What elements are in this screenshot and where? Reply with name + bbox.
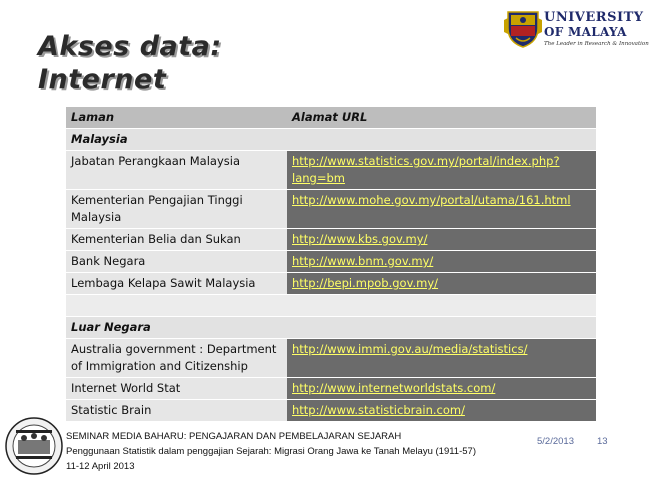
site-url-link[interactable]: http://www.immi.gov.au/media/statistics/ <box>292 342 528 356</box>
logo-line-1: UNIVERSITY <box>544 10 644 25</box>
table-row <box>66 339 596 378</box>
crest-icon <box>504 8 542 48</box>
section-row-foreign <box>66 317 596 339</box>
column-header-laman: Laman <box>66 107 287 129</box>
table-row <box>66 190 596 229</box>
university-logo <box>504 8 649 52</box>
table-row <box>66 151 596 190</box>
section-row-malaysia <box>66 129 596 151</box>
site-name: Lembaga Kelapa Sawit Malaysia <box>66 273 287 295</box>
site-url-link[interactable]: http://www.internetworldstats.com/ <box>292 381 496 395</box>
logo-line-2: OF MALAYA <box>544 25 627 39</box>
section-label-foreign: Luar Negara <box>66 317 596 339</box>
slide-date: 5/2/2013 <box>537 436 574 447</box>
site-name: Internet World Stat <box>66 378 287 400</box>
seminar-badge-icon <box>4 416 68 476</box>
blank-row <box>66 295 596 317</box>
site-name: Kementerian Belia dan Sukan <box>66 229 287 251</box>
page-number: 13 <box>597 436 608 447</box>
title-line-1: Akses data: <box>38 31 222 62</box>
site-url-link[interactable]: http://www.bnm.gov.my/ <box>292 254 434 268</box>
site-name: Australia government : Department of Immigration and Citizenship <box>66 339 287 378</box>
site-url-link[interactable]: http://www.mohe.gov.my/portal/utama/161.html <box>292 193 571 207</box>
site-url-link[interactable]: http://www.statisticbrain.com/ <box>292 403 465 417</box>
site-name: Statistic Brain <box>66 400 287 422</box>
table-row <box>66 229 596 251</box>
site-url-link[interactable]: http://www.statistics.gov.my/portal/index.php?lang=bm <box>292 154 560 185</box>
title-line-2: Internet <box>38 64 167 95</box>
logo-tagline: The Leader in Research & Innovation <box>544 41 649 47</box>
column-header-url: Alamat URL <box>287 107 596 129</box>
url-table <box>66 106 596 421</box>
site-url-link[interactable]: http://www.kbs.gov.my/ <box>292 232 428 246</box>
footer-date-range: 11-12 April 2013 <box>66 461 135 472</box>
site-url-link[interactable]: http://bepi.mpob.gov.my/ <box>292 276 439 290</box>
table-row <box>66 251 596 273</box>
slide-title <box>38 30 222 96</box>
site-name: Jabatan Perangkaan Malaysia <box>66 151 287 190</box>
section-label-malaysia: Malaysia <box>66 129 596 151</box>
site-name: Kementerian Pengajian Tinggi Malaysia <box>66 190 287 229</box>
table-row <box>66 400 596 422</box>
table-header-row <box>66 107 596 129</box>
blank-cell <box>66 295 596 317</box>
site-name: Bank Negara <box>66 251 287 273</box>
table-row <box>66 273 596 295</box>
footer-subtitle: Penggunaan Statistik dalam penggajian Sejarah: Migrasi Orang Jawa ke Tanah Melayu (1911-57) <box>66 446 476 457</box>
footer-seminar-title: SEMINAR MEDIA BAHARU: PENGAJARAN DAN PEMBELAJARAN SEJARAH <box>66 431 402 442</box>
table-row <box>66 378 596 400</box>
